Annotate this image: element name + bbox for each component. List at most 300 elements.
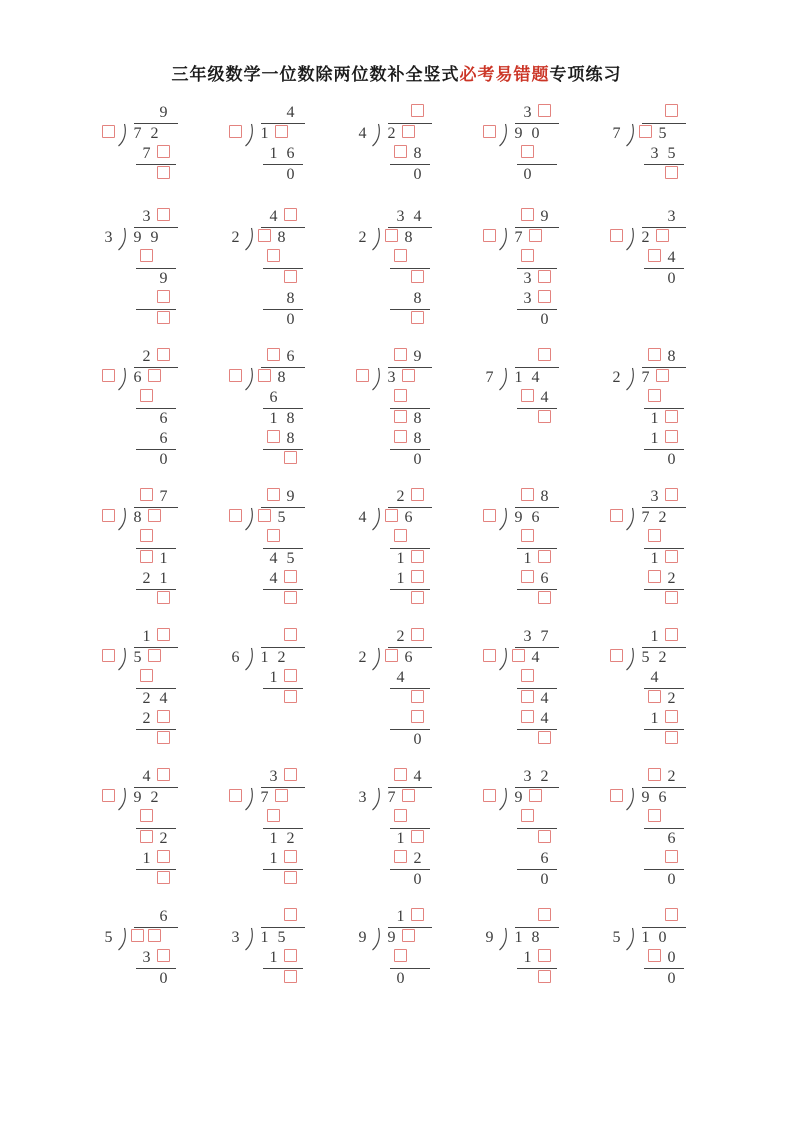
- quotient-row: [134, 907, 178, 928]
- step-ones: 2: [667, 690, 676, 707]
- division-bracket-icon: [498, 124, 510, 146]
- dividend-tens: 9: [133, 789, 142, 806]
- answer-blank: [394, 809, 407, 822]
- answer-blank: [394, 850, 407, 863]
- work-step-2: [390, 269, 430, 289]
- quotient-row: [388, 487, 432, 508]
- answer-blank: [656, 369, 669, 382]
- division-bracket-icon: [117, 508, 129, 530]
- step-tens: 3: [142, 949, 151, 966]
- dividend-ones: 2: [658, 509, 667, 526]
- answer-blank: [267, 348, 280, 361]
- division-problem-r2c4: [481, 207, 608, 330]
- step-tens: [646, 165, 663, 185]
- step-ones: 2: [159, 830, 168, 847]
- quotient-ones: [536, 103, 553, 123]
- dividend-tens: 7: [387, 789, 396, 806]
- dividend-ones: [146, 508, 163, 528]
- dividend-ones: [654, 368, 671, 388]
- answer-blank: [610, 229, 623, 242]
- answer-blank: [665, 550, 678, 563]
- step-ones: [663, 388, 680, 408]
- answer-blank: [665, 908, 678, 921]
- work-step-1: [644, 668, 684, 689]
- work-step-3: [644, 569, 684, 590]
- step-tens: [138, 969, 155, 989]
- step-tens: [519, 388, 536, 408]
- quotient-tens: [646, 767, 663, 787]
- answer-blank: [394, 949, 407, 962]
- quotient-row: [134, 627, 178, 648]
- quotient-row: [515, 103, 559, 124]
- dividend-ones: 5: [658, 125, 667, 142]
- work-step-3: [390, 849, 430, 870]
- step-tens: [646, 849, 663, 869]
- step-tens: [392, 689, 409, 709]
- dividend-ones: 4: [531, 369, 540, 386]
- step-tens: [392, 269, 409, 289]
- quotient-row: [642, 627, 686, 648]
- quotient-ones: 8: [667, 348, 676, 365]
- work-step-3: [644, 429, 684, 450]
- step-ones: 6: [286, 145, 295, 162]
- quotient-tens: 3: [650, 488, 659, 505]
- work-step-2: [263, 549, 303, 569]
- step-ones: [409, 248, 426, 268]
- answer-blank: [639, 125, 652, 138]
- work-step-3: [390, 429, 430, 450]
- divisor: [354, 368, 371, 388]
- step-ones: [536, 289, 553, 309]
- work-step-2: [136, 969, 176, 989]
- quotient-ones: [155, 767, 172, 787]
- division-problem-r6c2: [227, 767, 354, 890]
- work-step-4: [644, 870, 684, 890]
- answer-blank: [157, 850, 170, 863]
- dividend-row: [354, 228, 481, 248]
- step-ones: [155, 310, 172, 330]
- answer-blank: [102, 789, 115, 802]
- dividend-ones: 5: [277, 509, 286, 526]
- work-step-2: [644, 969, 684, 989]
- step-tens: 2: [142, 570, 151, 587]
- work-step-4: [390, 730, 430, 750]
- quotient-ones: 9: [413, 348, 422, 365]
- step-ones: [155, 668, 172, 688]
- work-step-3: [136, 289, 176, 310]
- divisor: 4: [358, 125, 367, 142]
- answer-blank: [267, 249, 280, 262]
- answer-blank: [140, 809, 153, 822]
- answer-blank: [538, 290, 551, 303]
- step-tens: 1: [269, 145, 278, 162]
- answer-blank: [394, 768, 407, 781]
- work-step-2: [517, 689, 557, 709]
- answer-blank: [521, 389, 534, 402]
- dividend-ones: 8: [277, 369, 286, 386]
- work-step-1: [517, 528, 557, 549]
- answer-blank: [284, 628, 297, 641]
- step-tens: [392, 409, 409, 429]
- step-tens: [519, 849, 536, 869]
- dividend-row: [227, 788, 354, 808]
- division-bracket-icon: [117, 788, 129, 810]
- work-step-3: [517, 289, 557, 310]
- step-tens: [646, 870, 663, 890]
- step-ones: [155, 590, 172, 610]
- step-tens: [265, 429, 282, 449]
- dividend-tens: 1: [260, 649, 269, 666]
- step-tens: [519, 829, 536, 849]
- division-problem-r4c3: [354, 487, 481, 610]
- division-problem-r7c3: [354, 907, 481, 989]
- step-ones: [409, 709, 426, 729]
- quotient-ones: [282, 907, 299, 927]
- step-tens: [392, 144, 409, 164]
- quotient-tens: [265, 347, 282, 367]
- answer-blank: [284, 949, 297, 962]
- dividend-tens: [383, 648, 400, 668]
- answer-blank: [284, 908, 297, 921]
- step-tens: [519, 808, 536, 828]
- division-bracket-icon: [117, 928, 129, 950]
- division-problem-r5c3: [354, 627, 481, 750]
- step-ones: [536, 808, 553, 828]
- quotient-ones: 6: [286, 348, 295, 365]
- division-problem-r7c4: [481, 907, 608, 989]
- division-bracket-icon: [498, 508, 510, 530]
- division-problem-r3c4: [481, 347, 608, 470]
- dividend-row: [481, 228, 608, 248]
- quotient-ones: 2: [667, 768, 676, 785]
- answer-blank: [665, 410, 678, 423]
- answer-blank: [229, 509, 242, 522]
- step-ones: [663, 668, 680, 688]
- work-step-2: [644, 689, 684, 709]
- step-ones: 4: [159, 690, 168, 707]
- quotient-row: [388, 907, 432, 928]
- quotient-ones: 2: [540, 768, 549, 785]
- work-step-4: [517, 730, 557, 750]
- dividend-tens: [637, 124, 654, 144]
- step-ones: 1: [159, 550, 168, 567]
- divisor: [227, 124, 244, 144]
- quotient-tens: 1: [650, 628, 659, 645]
- title-prefix: 三年级数学一位数除两位数补全竖式: [171, 65, 460, 84]
- dividend-ones: 6: [404, 509, 413, 526]
- step-tens: [138, 829, 155, 849]
- work-step-2: [136, 829, 176, 849]
- division-bracket-icon: [498, 788, 510, 810]
- division-problem-r1c2: [227, 103, 354, 185]
- division-bracket-icon: [371, 648, 383, 670]
- step-tens: [646, 808, 663, 828]
- step-ones: 0: [667, 949, 676, 966]
- dividend-tens: 5: [641, 649, 650, 666]
- divisor: 5: [104, 929, 113, 946]
- divisor: [100, 368, 117, 388]
- work-step-2: [263, 829, 303, 849]
- quotient-row: [515, 347, 559, 368]
- step-tens: 0: [523, 166, 532, 183]
- answer-blank: [394, 430, 407, 443]
- step-tens: [519, 528, 536, 548]
- work-step-1: [390, 388, 430, 409]
- answer-blank: [402, 789, 415, 802]
- step-ones: [536, 948, 553, 968]
- divisor: [227, 508, 244, 528]
- division-problem-r1c3: [354, 103, 481, 185]
- dividend-ones: 2: [150, 125, 159, 142]
- step-tens: [519, 248, 536, 268]
- answer-blank: [665, 104, 678, 117]
- step-tens: [646, 730, 663, 750]
- answer-blank: [648, 249, 661, 262]
- step-ones: [155, 144, 172, 164]
- quotient-ones: [282, 207, 299, 227]
- divisor: [100, 124, 117, 144]
- quotient-ones: 7: [540, 628, 549, 645]
- work-step-2: [136, 165, 176, 185]
- answer-blank: [140, 488, 153, 501]
- quotient-row: [388, 627, 432, 648]
- division-problem-r2c5: [608, 207, 735, 330]
- answer-blank: [521, 570, 534, 583]
- divisor: 9: [358, 929, 367, 946]
- step-ones: [155, 528, 172, 548]
- problem-row-1: [100, 103, 735, 185]
- step-ones: [282, 948, 299, 968]
- division-bracket-icon: [498, 648, 510, 670]
- step-ones: 0: [286, 311, 295, 328]
- answer-blank: [157, 311, 170, 324]
- work-step-3: [517, 709, 557, 730]
- dividend-ones: 2: [658, 649, 667, 666]
- step-ones: 6: [159, 430, 168, 447]
- step-tens: [138, 870, 155, 890]
- dividend-ones: 6: [658, 789, 667, 806]
- work-step-4: [517, 310, 557, 330]
- answer-blank: [538, 591, 551, 604]
- answer-blank: [284, 690, 297, 703]
- step-tens: [138, 808, 155, 828]
- answer-blank: [521, 669, 534, 682]
- step-tens: [646, 590, 663, 610]
- work-step-4: [644, 730, 684, 750]
- step-ones: [663, 429, 680, 449]
- step-ones: 4: [667, 249, 676, 266]
- step-tens: 0: [396, 970, 405, 987]
- work-step-3: [390, 289, 430, 310]
- work-step-1: [263, 948, 303, 969]
- step-tens: 3: [523, 290, 532, 307]
- answer-blank: [538, 550, 551, 563]
- quotient-tens: [519, 907, 536, 927]
- divisor: 7: [612, 125, 621, 142]
- answer-blank: [284, 270, 297, 283]
- step-tens: [519, 310, 536, 330]
- quotient-tens: 4: [142, 768, 151, 785]
- quotient-row: [261, 767, 305, 788]
- answer-blank: [483, 509, 496, 522]
- answer-blank: [229, 125, 242, 138]
- work-step-1: [390, 144, 430, 165]
- answer-blank: [665, 591, 678, 604]
- answer-blank: [157, 949, 170, 962]
- answer-blank: [284, 208, 297, 221]
- answer-blank: [356, 369, 369, 382]
- dividend-row: [227, 648, 354, 668]
- step-ones: 4: [540, 389, 549, 406]
- dividend-row: [608, 228, 735, 248]
- division-problem-r1c1: [100, 103, 227, 185]
- step-ones: [155, 808, 172, 828]
- work-step-1: [517, 948, 557, 969]
- step-tens: [646, 689, 663, 709]
- dividend-tens: [383, 228, 400, 248]
- answer-blank: [665, 731, 678, 744]
- work-step-1: [263, 808, 303, 829]
- step-ones: [282, 450, 299, 470]
- answer-blank: [267, 809, 280, 822]
- quotient-ones: 7: [159, 488, 168, 505]
- division-problem-r3c1: [100, 347, 227, 470]
- work-step-1: [136, 248, 176, 269]
- dividend-ones: [527, 788, 544, 808]
- division-bracket-icon: [244, 928, 256, 950]
- work-step-2: [390, 549, 430, 569]
- quotient-ones: 9: [286, 488, 295, 505]
- division-problem-r4c4: [481, 487, 608, 610]
- step-tens: [138, 450, 155, 470]
- step-ones: 0: [159, 451, 168, 468]
- step-tens: [519, 689, 536, 709]
- divisor: 3: [231, 929, 240, 946]
- quotient-tens: 1: [396, 908, 405, 925]
- division-bracket-icon: [117, 228, 129, 250]
- answer-blank: [157, 731, 170, 744]
- step-ones: [536, 668, 553, 688]
- step-ones: 8: [413, 410, 422, 427]
- quotient-tens: 3: [523, 628, 532, 645]
- answer-blank: [140, 249, 153, 262]
- dividend-tens: 9: [514, 509, 523, 526]
- dividend-tens: [129, 928, 146, 948]
- dividend-row: [100, 648, 227, 668]
- dividend-ones: 8: [404, 229, 413, 246]
- step-ones: [536, 409, 553, 429]
- work-step-2: [390, 409, 430, 429]
- answer-blank: [521, 208, 534, 221]
- quotient-row: [134, 347, 178, 368]
- answer-blank: [157, 290, 170, 303]
- answer-blank: [157, 166, 170, 179]
- answer-blank: [648, 690, 661, 703]
- work-step-1: [263, 668, 303, 689]
- dividend-tens: 7: [514, 229, 523, 246]
- quotient-row: [515, 487, 559, 508]
- work-step-1: [517, 248, 557, 269]
- divisor: [608, 648, 625, 668]
- divisor: 2: [358, 649, 367, 666]
- answer-blank: [665, 710, 678, 723]
- division-bracket-icon: [371, 788, 383, 810]
- divisor: [481, 788, 498, 808]
- answer-blank: [267, 430, 280, 443]
- work-step-2: [644, 829, 684, 849]
- dividend-ones: [527, 228, 544, 248]
- step-ones: 0: [286, 166, 295, 183]
- step-ones: 6: [540, 570, 549, 587]
- answer-blank: [610, 509, 623, 522]
- work-step-1: [644, 248, 684, 269]
- step-tens: [265, 590, 282, 610]
- step-tens: 4: [396, 669, 405, 686]
- title-highlight: 必考易错题: [459, 65, 550, 84]
- answer-blank: [648, 389, 661, 402]
- step-ones: [282, 590, 299, 610]
- answer-blank: [411, 550, 424, 563]
- answer-blank: [157, 145, 170, 158]
- step-tens: [646, 829, 663, 849]
- step-tens: [392, 429, 409, 449]
- step-tens: 1: [396, 570, 405, 587]
- answer-blank: [157, 208, 170, 221]
- dividend-tens: 9: [514, 789, 523, 806]
- dividend-row: [608, 124, 735, 144]
- step-tens: [519, 668, 536, 688]
- division-problem-r2c3: [354, 207, 481, 330]
- division-bracket-icon: [625, 368, 637, 390]
- step-ones: [409, 528, 426, 548]
- quotient-ones: [409, 627, 426, 647]
- step-tens: [138, 409, 155, 429]
- quotient-row: [261, 487, 305, 508]
- answer-blank: [521, 145, 534, 158]
- step-tens: [392, 248, 409, 268]
- quotient-ones: [663, 103, 680, 123]
- step-tens: [646, 388, 663, 408]
- work-step-4: [136, 450, 176, 470]
- step-ones: [409, 948, 426, 968]
- dividend-row: [481, 124, 608, 144]
- work-step-1: [390, 668, 430, 689]
- quotient-ones: [282, 767, 299, 787]
- step-ones: [409, 829, 426, 849]
- dividend-tens: 9: [514, 125, 523, 142]
- step-tens: [392, 730, 409, 750]
- answer-blank: [665, 166, 678, 179]
- step-ones: [663, 528, 680, 548]
- work-step-4: [644, 590, 684, 610]
- work-step-2: [263, 165, 303, 185]
- step-tens: [138, 388, 155, 408]
- answer-blank: [258, 229, 271, 242]
- divisor: 3: [358, 789, 367, 806]
- quotient-tens: [265, 627, 282, 647]
- dividend-row: [227, 508, 354, 528]
- answer-blank: [512, 649, 525, 662]
- dividend-row: [100, 788, 227, 808]
- quotient-ones: [536, 907, 553, 927]
- work-step-2: [263, 969, 303, 989]
- dividend-ones: [654, 228, 671, 248]
- work-step-1: [390, 948, 430, 969]
- answer-blank: [284, 570, 297, 583]
- work-step-3: [263, 429, 303, 450]
- dividend-ones: [146, 368, 163, 388]
- answer-blank: [411, 908, 424, 921]
